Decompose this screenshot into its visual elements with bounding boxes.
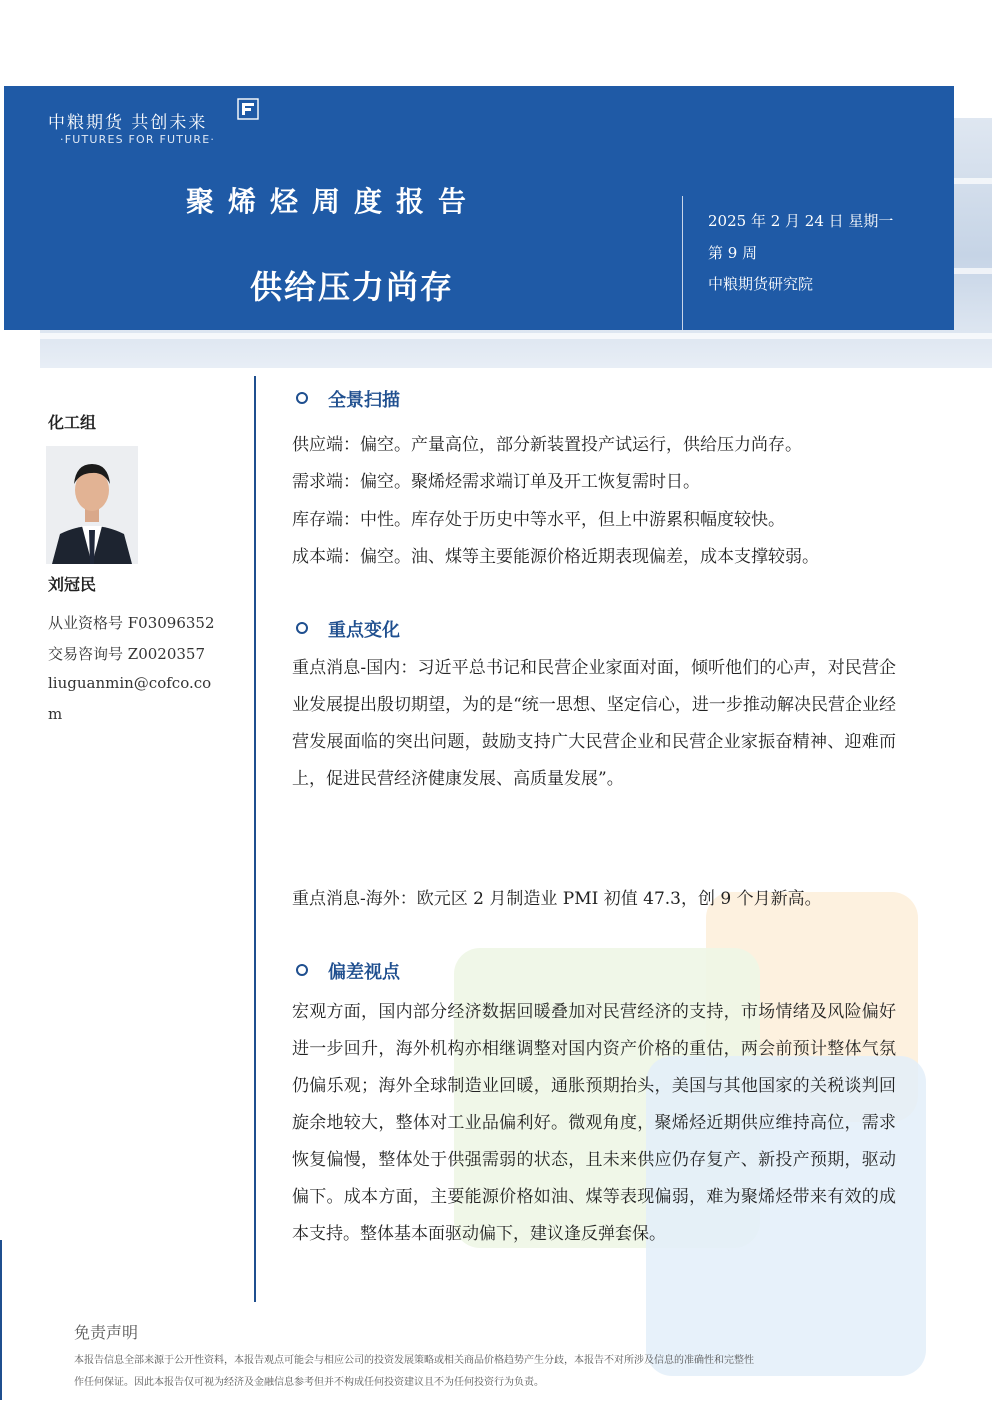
page-edge-line — [0, 1240, 2, 1400]
report-subtitle: 供给压力尚存 — [250, 268, 455, 306]
analyst-avatar — [46, 446, 138, 564]
overview-supply: 供应端：偏空。产量高位，部分新装置投产试运行，供给压力尚存。 — [292, 435, 802, 455]
certificate-number: 从业资格号 F03096352 — [48, 614, 215, 632]
header-photo-stripe — [40, 333, 992, 339]
overview-cost: 成本端：偏空。油、煤等主要能源价格近期表现偏差，成本支撑较弱。 — [292, 547, 819, 567]
analyst-email-wrap[interactable]: m — [48, 705, 63, 723]
section-overview-heading: 全景扫描 — [296, 386, 400, 412]
bullet-circle-icon — [296, 964, 308, 976]
report-institute: 中粮期货研究院 — [708, 275, 814, 293]
disclaimer-line: 作任何保证。因此本报告仅可视为经济及金融信息参考但并不构成任何投资建议且不为任何投资行为负责。 — [74, 1377, 544, 1388]
bullet-circle-icon — [296, 392, 308, 404]
report-title: 聚烯烃周度报告 — [186, 185, 481, 218]
research-group: 化工组 — [48, 413, 97, 432]
brand-name: 中粮期货 共创未来 — [48, 113, 208, 133]
section-view-heading: 偏差视点 — [296, 958, 400, 984]
disclaimer-line: 本报告信息全部来源于公开性资料，本报告观点可能会与相应公司的投资发展策略或相关商品价格趋势产生分歧，本报告不对所涉及信息的准确性和完整性 — [74, 1355, 754, 1366]
changes-domestic: 重点消息-国内：习近平总书记和民营企业家面对面，倾听他们的心声，对民营企业发展提出殷切期望，为的是“统一思想、坚定信心，进一步推动解决民营企业经营发展面临的突出问题，鼓励支持广大民营企业和民营企业家振奋精神、迎难而上，促进民营经济健康发展、高质量发展”。 — [292, 658, 896, 789]
consult-number: 交易咨询号 Z0020357 — [48, 645, 205, 663]
disclaimer-title: 免责声明 — [74, 1323, 139, 1342]
analyst-name: 刘冠民 — [48, 575, 97, 594]
report-week: 第 9 周 — [708, 244, 758, 262]
overview-demand: 需求端：偏空。聚烯烃需求端订单及开工恢复需时日。 — [292, 472, 700, 492]
overview-inventory: 库存端：中性。库存处于历史中等水平，但上中游累积幅度较快。 — [292, 510, 785, 530]
brand-slogan: ·FUTURES FOR FUTURE· — [60, 133, 216, 146]
analyst-email[interactable]: liuguanmin@cofco.co — [48, 674, 212, 692]
bullet-circle-icon — [296, 622, 308, 634]
changes-overseas: 重点消息-海外：欧元区 2 月制造业 PMI 初值 47.3，创 9 个月新高。 — [292, 889, 822, 909]
brand-logo-icon — [232, 95, 260, 121]
view-analysis: 宏观方面，国内部分经济数据回暖叠加对民营经济的支持，市场情绪及风险偏好进一步回升，海外机构亦相继调整对国内资产价格的重估，两会前预计整体气氛仍偏乐观；海外全球制造业回暖，通胀预期抬头，美国与其他国家的关税谈判回旋余地较大，整体对工业品偏利好。微观角度，聚烯烃近期供应维持高位，需求恢复偏慢，整体处于供强需弱的状态，且未来供应仍存复产、新投产预期，驱动偏下。成本方面，主要能源价格如油、煤等表现偏弱，难为聚烯烃带来有效的成本支持。整体基本面驱动偏下，建议逢反弹套保。 — [292, 1002, 896, 1244]
sidebar-divider — [254, 376, 256, 1302]
header-divider — [682, 196, 683, 330]
report-date: 2025 年 2 月 24 日 星期一 — [708, 212, 894, 230]
section-changes-heading: 重点变化 — [296, 616, 400, 642]
